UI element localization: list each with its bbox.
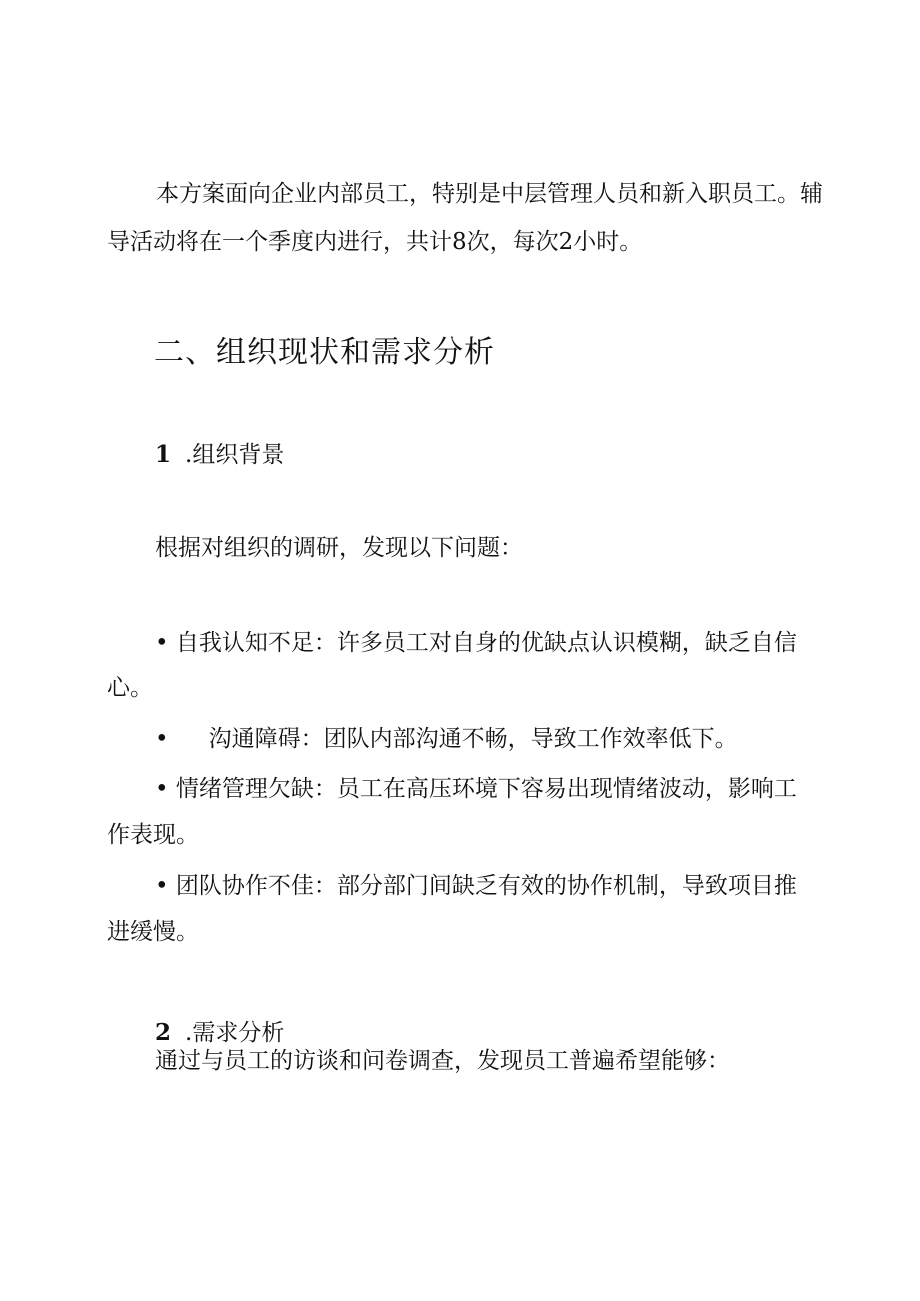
issue-item-4-continued: 进缓慢。 <box>107 919 199 945</box>
intro-line-1: 本方案面向企业内部员工，特别是中层管理人员和新入职员工。辅 <box>156 181 823 207</box>
bullet-icon: • <box>155 630 169 656</box>
subheading-number: 2 <box>155 1019 172 1046</box>
bullet-icon: • <box>155 776 169 802</box>
bullet-icon: • <box>155 726 169 752</box>
issue-item-3-continued: 作表现。 <box>107 822 199 848</box>
issue-text: 自我认知不足：许多员工对自身的优缺点认识模糊，缺乏自信 <box>175 630 797 656</box>
issue-text: 团队协作不佳：部分部门间缺乏有效的协作机制，导致项目推 <box>175 873 797 899</box>
background-lead: 根据对组织的调研，发现以下问题： <box>155 535 523 561</box>
subheading-title: .组织背景 <box>185 442 285 468</box>
subheading-number: 1 <box>155 441 172 468</box>
bullet-icon: • <box>155 873 169 899</box>
intro-line-2: 导活动将在一个季度内进行，共计8次，每次2小时。 <box>107 229 643 255</box>
issue-item-4 <box>155 862 797 910</box>
needs-lead: 通过与员工的访谈和问卷调查，发现员工普遍希望能够： <box>155 1048 730 1074</box>
subheading-background <box>155 439 284 471</box>
issue-text: 情绪管理欠缺：员工在高压环境下容易出现情绪波动，影响工 <box>175 776 797 802</box>
section-heading: 二、组织现状和需求分析 <box>154 335 495 370</box>
issue-item-2 <box>155 715 738 763</box>
issue-item-1 <box>155 619 797 667</box>
issue-item-3 <box>155 765 797 813</box>
issue-text: 沟通障碍：团队内部沟通不畅，导致工作效率低下。 <box>208 726 738 752</box>
subheading-title: .需求分析 <box>185 1020 285 1046</box>
issue-item-1-continued: 心。 <box>107 675 153 701</box>
